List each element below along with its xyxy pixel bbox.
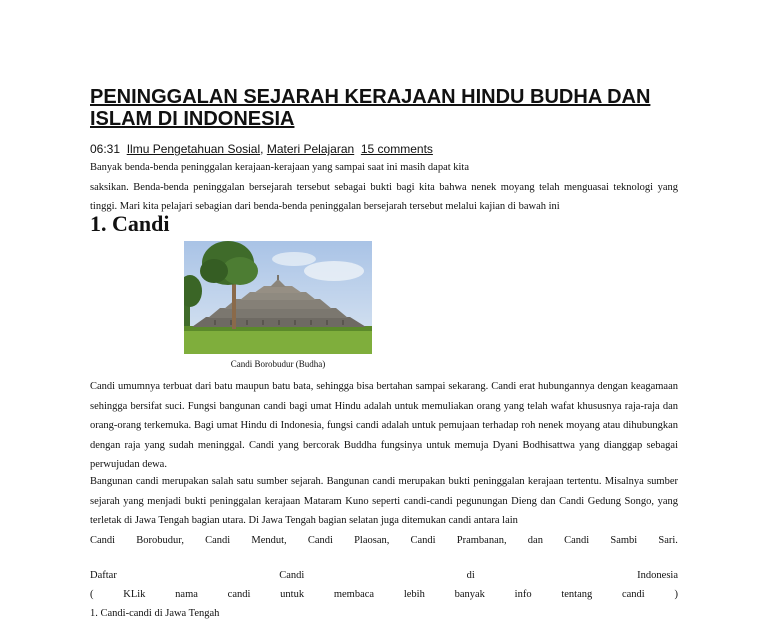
- klik-word: tentang: [561, 589, 593, 600]
- daftar-candi-line: [90, 566, 678, 586]
- temple-word: Mendut,: [251, 534, 287, 546]
- klik-word: candi: [621, 589, 645, 600]
- daftar-word: di: [466, 570, 475, 581]
- temple-word: dan: [527, 534, 543, 546]
- paragraph-1: Candi umumnya terbuat dari batu maupun batu bata, sehingga bisa bertahan sampai sekarang. Candi erat hubungannya dengan keagamaan sehingga bersifat suci. Fungsi bangunan candi bagi umat Hindu adalah untuk memuliakan orang yang telah wafat khususnya raja-raja dan orang-orang terkemuka. Bagi umat Hindu di Indonesia, fungsi candi adalah untuk pemujaan terhadap roh nenek moyang atau dihubungkan dengan raja yang sudah meninggal. Candi yang bercorak Buddha fungsinya untuk memuja Dyani Bodhisattwa yang dianggap sebagai perwujudan dewa.: [90, 381, 678, 470]
- daftar-word: Indonesia: [637, 570, 678, 581]
- comments-link[interactable]: 15 comments: [360, 142, 433, 156]
- post-title[interactable]: PENINGGALAN SEJARAH KERAJAAN HINDU BUDHA DAN ISLAM DI INDONESIA: [90, 86, 651, 130]
- klik-word: lebih: [403, 589, 425, 600]
- image-caption: Candi Borobudur (Budha): [230, 359, 326, 369]
- temple-word: Plaosan,: [354, 534, 390, 546]
- section-heading: 1. Candi: [90, 211, 170, 236]
- klik-word: (: [90, 589, 94, 600]
- temple-list-line: [90, 531, 678, 551]
- temple-word: Borobudur,: [136, 534, 184, 546]
- daftar-word: Daftar: [90, 570, 117, 581]
- temple-word: Sambi: [610, 534, 638, 546]
- paragraph-2: [90, 472, 678, 550]
- klik-word: candi: [227, 589, 251, 600]
- temple-word: Prambanan,: [456, 534, 507, 546]
- klik-instruction-line: [90, 585, 678, 605]
- post-time: 06:31: [90, 142, 121, 156]
- temple-word: Candi: [205, 534, 231, 546]
- klik-word: membaca: [333, 589, 375, 600]
- list-item-jawa-tengah[interactable]: 1. Candi-candi di Jawa Tengah: [90, 608, 220, 619]
- intro-text: [90, 158, 678, 217]
- temple-word: Sari.: [658, 534, 678, 546]
- temple-word: Candi: [410, 534, 436, 546]
- post-meta: [90, 142, 433, 156]
- borobudur-image: [184, 241, 372, 354]
- intro-line-2: saksikan. Benda-benda peninggalan bersejarah tersebut sebagai bukti bagi kita bahwa nenek moyang telah menguasai teknologi yang tinggi. Mari kita pelajari sebagian dari benda-benda peninggalan bersejarah tersebut melalui kajian di bawah ini: [90, 181, 678, 212]
- temple-word: Candi: [307, 534, 333, 546]
- paragraph-2-text: Bangunan candi merupakan salah satu sumber sejarah. Bangunan candi merupakan bukti peninggalan kerajaan tertentu. Misalnya sumber sejarah yang menjadi bukti peninggalan kerajaan Mataram Kuno seperti candi-candi pegunungan Dieng dan Candi Gedung Songo, yang terletak di Jawa Tengah bagian utara. Di Jawa Tengah bagian selatan juga ditemukan candi antara lain: [90, 476, 678, 526]
- klik-word: info: [514, 589, 532, 600]
- category-link-ips[interactable]: Ilmu Pengetahuan Sosial: [126, 142, 261, 156]
- klik-word: ): [674, 589, 678, 600]
- category-separator: ,: [260, 142, 264, 156]
- intro-line-1: Banyak benda-benda peninggalan kerajaan-kerajaan yang sampai saat ini masih dapat kita: [90, 162, 470, 173]
- klik-word: untuk: [280, 589, 305, 600]
- temple-word: Candi: [564, 534, 590, 546]
- daftar-word: Candi: [279, 570, 305, 581]
- klik-word: KLik: [123, 589, 146, 600]
- temple-word: Candi: [90, 534, 116, 546]
- klik-word: banyak: [454, 589, 485, 600]
- category-link-materi[interactable]: Materi Pelajaran: [266, 142, 355, 156]
- klik-word: nama: [175, 589, 198, 600]
